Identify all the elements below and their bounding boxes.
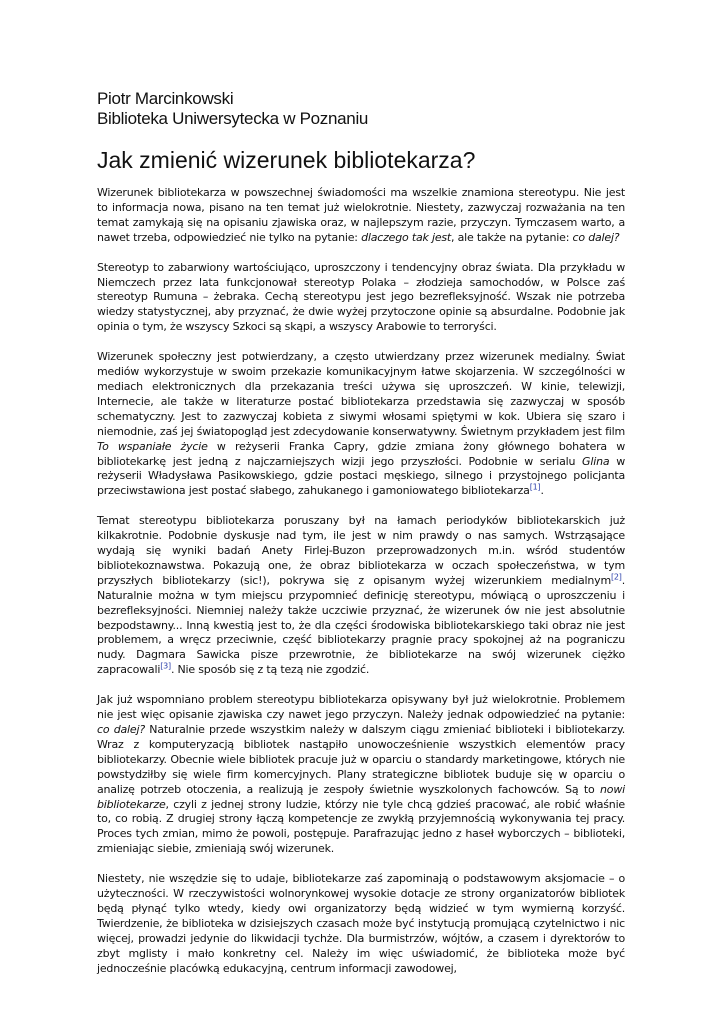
author-affiliation: Biblioteka Uniwersytecka w Poznaniu (97, 109, 369, 128)
paragraph-3: Wizerunek społeczny jest potwierdzany, a często utwierdzany przez wizerunek medialny. Świat mediów wykorzystuje w swoim przekazie komunikacyjnym łatwe skojarzenia. W szczególności w mediach elektronicznych dla przekazania treści używa się uproszczeń. W kinie, telewizji, Internecie, ale także w literaturze postać bibliotekarza przedstawia się zazwyczaj w sposób schematyczny. Jest to zazwyczaj kobieta z siwymi włosami spiętymi w kok. Ubiera się szaro i niemodnie, zaś jej światopogląd jest zdecydowanie konserwatywny. Świetnym przykładem jest film To wspaniałe życie w reżyserii Franka Capry, gdzie zmiana żony głównego bohatera w bibliotekarkę jest jedną z najczarniejszych wizji jego przyszłości. Podobnie w serialu Glina w reżyserii Władysława Pasikowskiego, gdzie postaci męskiego, silnego i przystojnego policjanta przeciwstawiona jest postać słabego, zahukanego i gamoniowatego bibliotekarza[1]. (97, 350, 625, 498)
paragraph-5: Jak już wspomniano problem stereotypu bibliotekarza opisywany był już wielokrotnie. Problemem nie jest więc opisanie zjawiska czy nawet jego przyczyn. Należy jednak odpowiedzieć na pytanie: co dalej? Naturalnie przede wszystkim należy w dalszym ciągu zmieniać biblioteki i bibliotekarzy. Wraz z komputeryzacją bibliotek nastąpiło unowocześnienie wszystkich elementów pracy bibliotekarzy. Obecnie wiele bibliotek pracuje już w oparciu o standardy marketingowe, których nie powstydziłby się wiele firm komercyjnych. Plany strategiczne bibliotek buduje się w oparciu o analizę potrzeb otoczenia, a realizują je zespoły świetnie wyszkolonych fachowców. Są to nowi bibliotekarze, czyli z jednej strony ludzie, którzy nie tyle chcą gdzieś pracować, ale robić właśnie to, co robią. Z drugiej strony łączą kompetencje ze zwykłą przyjemnością wykonywania tej pracy. Proces tych zmian, mimo że powoli, postępuje. Parafrazując jedno z haseł wyborczych – biblioteki, zmieniając siebie, zmieniają swój wizerunek. (97, 693, 625, 856)
article-title: Jak zmienić wizerunek bibliotekarza? (97, 147, 476, 173)
paragraph-1: Wizerunek bibliotekarza w powszechnej świadomości ma wszelkie znamiona stereotypu. Nie jest to informacja nowa, pisano na ten temat już wielokrotnie. Niestety, zazwyczaj rozważania na ten temat zamykają się na opisaniu zjawiska oraz, w najlepszym razie, przyczyn. Tymczasem warto, a nawet trzeba, odpowiedzieć nie tylko na pytanie: dlaczego tak jest, ale także na pytanie: co dalej? (97, 186, 625, 244)
paragraph-4: Temat stereotypu bibliotekarza poruszany był na łamach periodyków bibliotekarskich już kilkakrotnie. Podobnie dyskusje nad tym, ile jest w nim prawdy o nas samych. Wstrząsające wydają się wyniki badań Anety Firlej-Buzon przeprowadzonych m.in. wśród studentów bibliotekoznawstwa. Pokazują one, że obraz bibliotekarza w oczach społeczeństwa, w tym przyszłych bibliotekarzy (sic!), pokrywa się z opisanym wyżej wizerunkiem medialnym[2]. Naturalnie można w tym miejscu przypomnieć definicję stereotypu, mówiącą o uproszczeniu i bezrefleksyjności. Niemniej należy także uczciwie przyznać, że wizerunek ów nie jest absolutnie bezpodstawny... Inną kwestią jest to, że dla części środowiska bibliotekarskiego taki obraz nie jest problemem, a wręcz przeciwnie, część bibliotekarzy pragnie pracy spokojnej aż na pograniczu nudy. Dagmara Sawicka pisze przewrotnie, że bibliotekarze na swój wizerunek ciężko zapracowali[3]. Nie sposób się z tą tezą nie zgodzić. (97, 514, 625, 677)
footnote-link-1[interactable]: [1] (529, 482, 541, 492)
paragraph-2: Stereotyp to zabarwiony wartościująco, uproszczony i tendencyjny obraz świata. Dla przykładu w Niemczech przez lata funkcjonował stereotyp Polaka – złodzieja samochodów, w Polsce zaś stereotyp Rumuna – żebraka. Cechą stereotypu jest jego bezrefleksyjność. Wszak nie potrzeba wiedzy statystycznej, aby przyznać, że dwie wyżej przytoczone opinie są absurdalne. Podobnie jak opinia o tym, że wszyscy Szkoci są skąpi, a wszyscy Arabowie to terroryści. (97, 260, 625, 334)
author-block (97, 89, 617, 129)
footnote-link-3[interactable]: [3] (160, 661, 171, 671)
article-body (97, 186, 625, 992)
footnote-link-2[interactable]: [2] (610, 572, 622, 582)
paragraph-6: Niestety, nie wszędzie się to udaje, bibliotekarze zaś zapominają o podstawowym aksjomacie – o użyteczności. W rzeczywistości wolnorynkowej wysokie dotacje ze strony organizatorów bibliotek będą płynąć tylko wtedy, kiedy owi organizatorzy będą widzieć w tym wymierną korzyść. Twierdzenie, że biblioteka w dzisiejszych czasach może być instytucją promującą czytelnictwo i nic więcej, prowadzi jedynie do likwidacji tychże. Dla burmistrzów, wójtów, a czasem i dyrektorów to zbyt mglisty i mało konkretny cel. Należy im więc uświadomić, że biblioteka może być jednocześnie placówką edukacyjną, centrum informacji zawodowej, (97, 872, 625, 975)
author-name: Piotr Marcinkowski (97, 89, 234, 108)
